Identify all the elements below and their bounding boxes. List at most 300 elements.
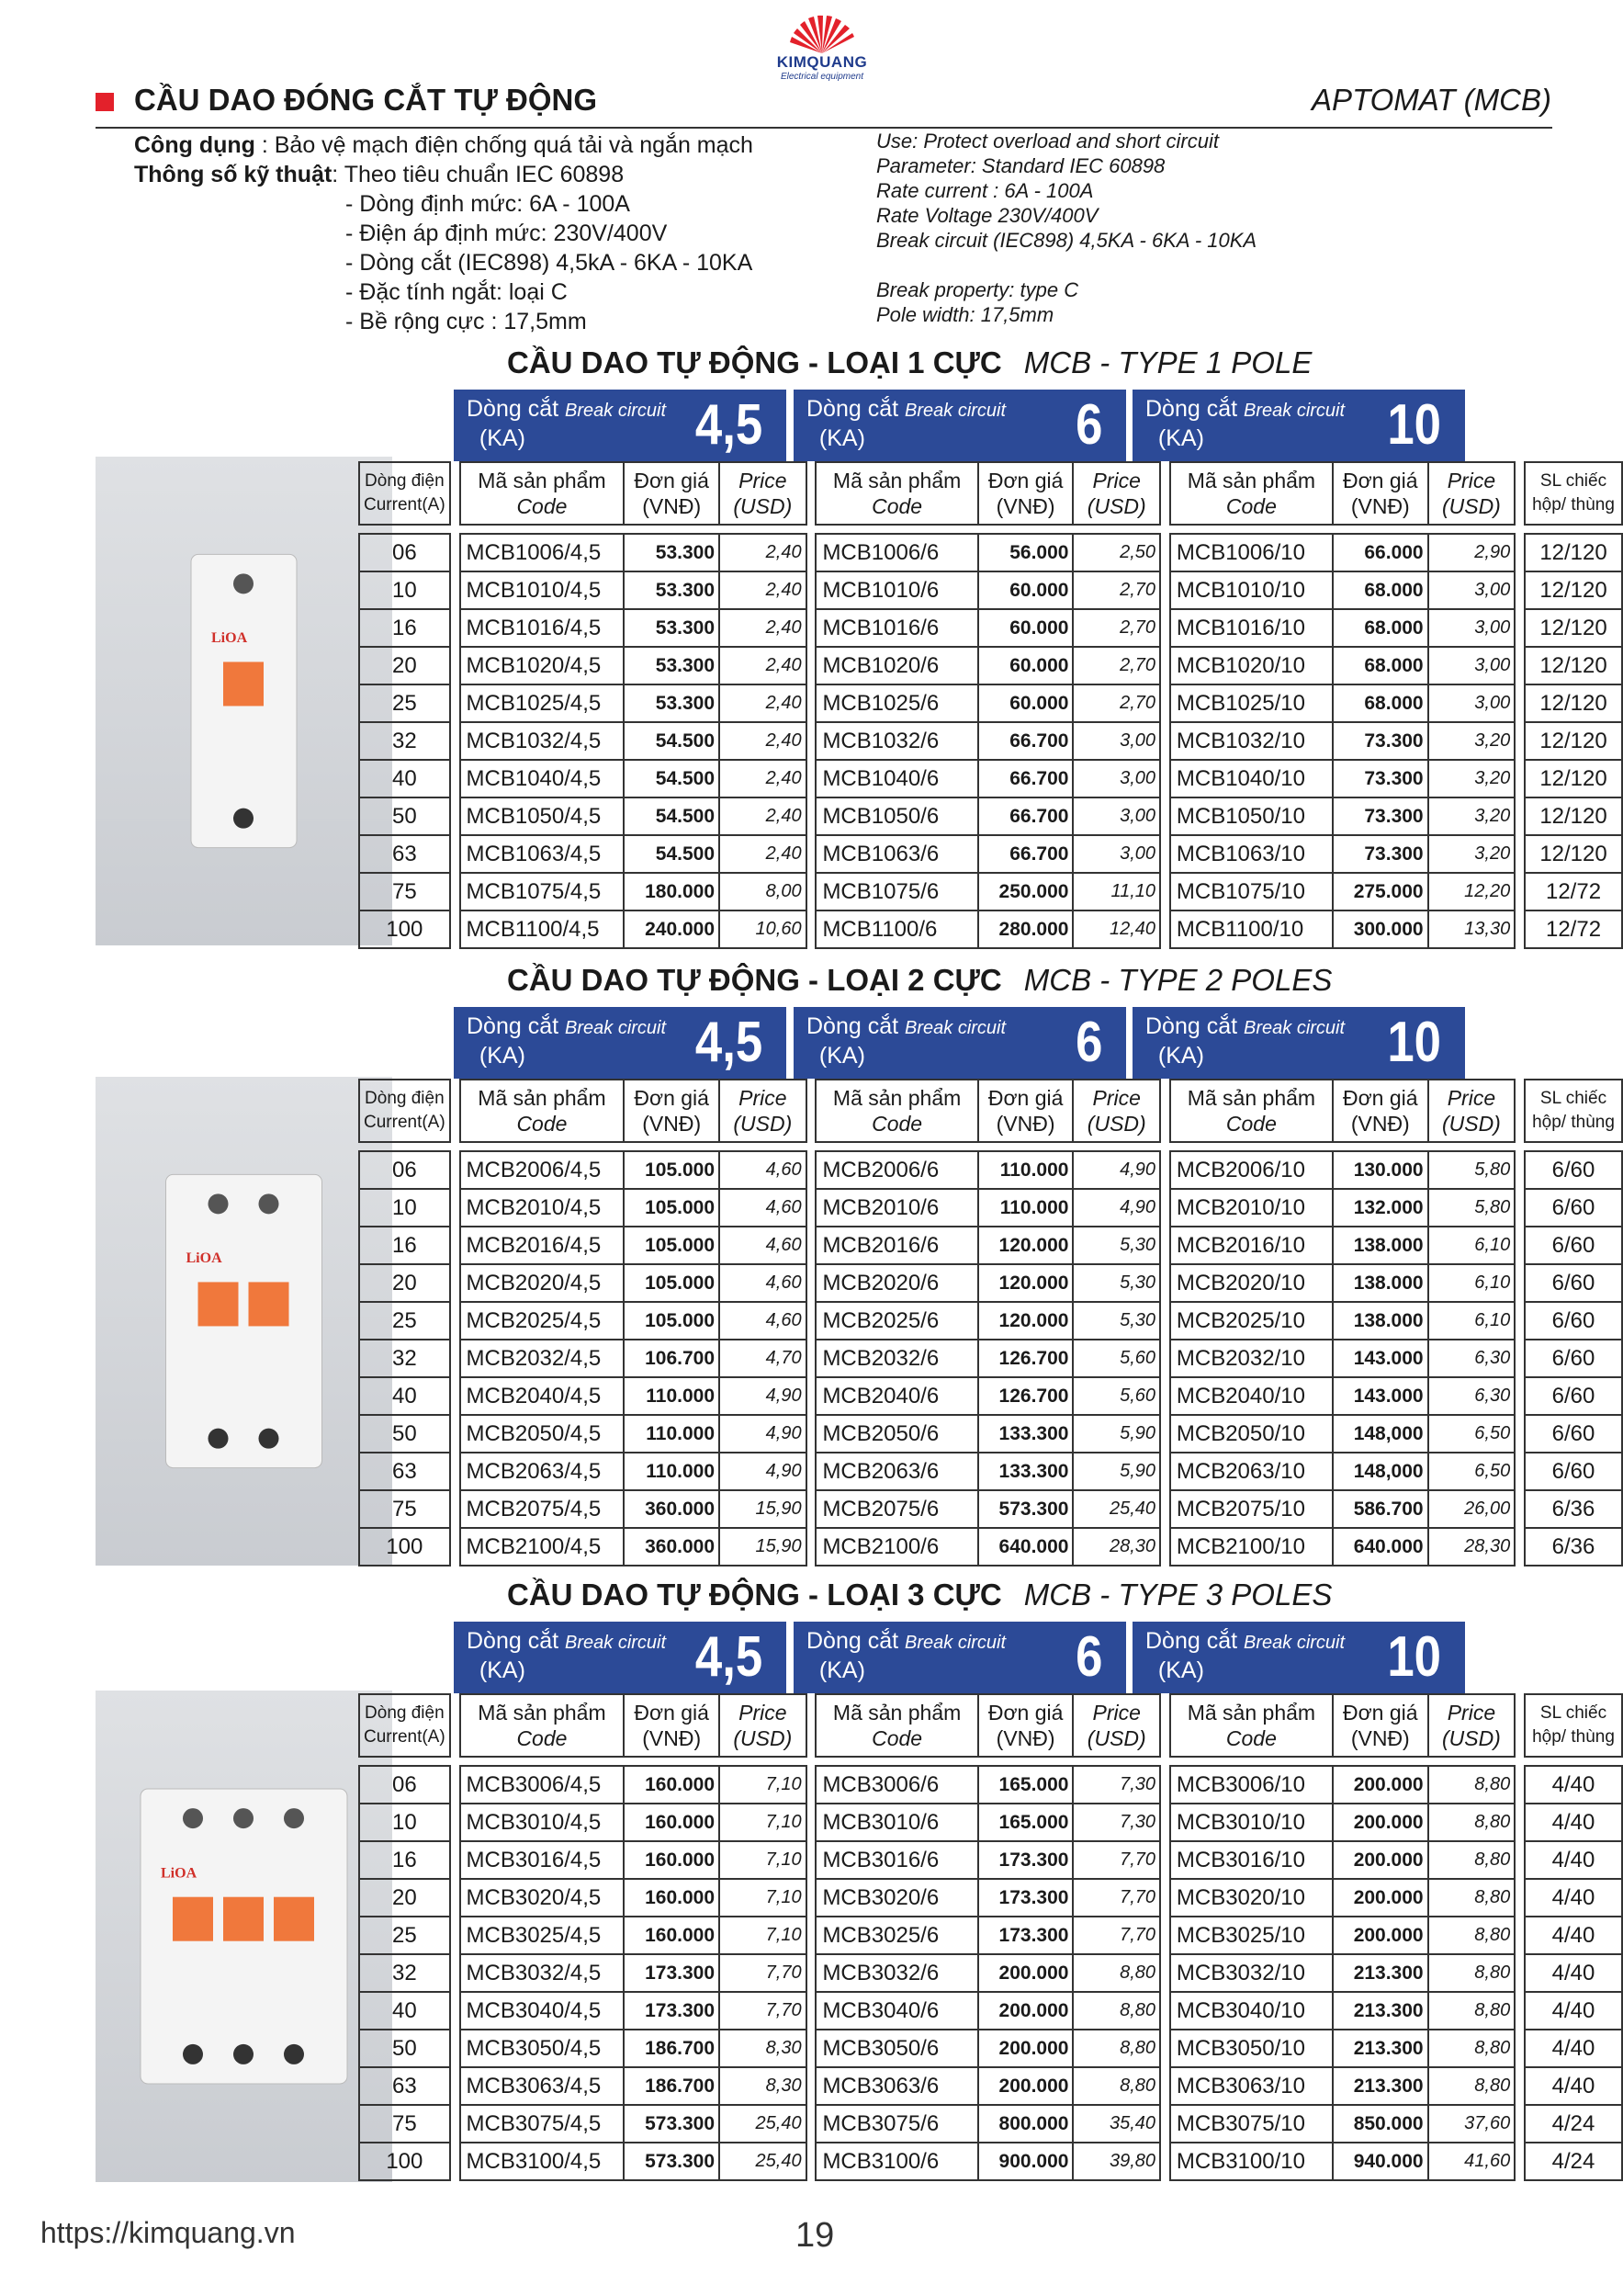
current-cell: 63 bbox=[359, 835, 450, 873]
price-usd-cell: 8,80 bbox=[1428, 1879, 1516, 1917]
break-label: Dòng cắt Break circuit (KA) bbox=[1145, 1013, 1346, 1069]
table-row bbox=[359, 1415, 1622, 1453]
code-cell: MCB3010/4,5 bbox=[460, 1804, 625, 1841]
price-usd-cell: 7,10 bbox=[719, 1841, 806, 1879]
spec-en-line: Rate Voltage 230V/400V bbox=[876, 204, 1099, 227]
code-cell: MCB2040/4,5 bbox=[460, 1377, 625, 1415]
price-usd-cell: 4,60 bbox=[719, 1302, 806, 1340]
price-usd-cell: 7,70 bbox=[719, 1954, 806, 1992]
table-row bbox=[359, 609, 1622, 647]
box-qty-cell: 12/120 bbox=[1525, 534, 1622, 571]
code-cell: MCB3025/6 bbox=[816, 1917, 977, 1954]
current-cell: 63 bbox=[359, 2067, 450, 2105]
price-vnd-cell: 66.700 bbox=[978, 835, 1074, 873]
break-value: 4,5 bbox=[694, 393, 762, 457]
code-cell: MCB3006/6 bbox=[816, 1766, 977, 1804]
code-cell: MCB1100/4,5 bbox=[460, 910, 625, 948]
price-usd-cell: 3,20 bbox=[1428, 722, 1516, 760]
price-vnd-cell: 900.000 bbox=[978, 2143, 1074, 2180]
price-usd-cell: 4,60 bbox=[719, 1151, 806, 1189]
price-vnd-cell: 53.300 bbox=[624, 609, 719, 647]
price-usd-cell: 5,90 bbox=[1073, 1415, 1160, 1453]
price-usd-cell: 2,40 bbox=[719, 797, 806, 835]
code-cell: MCB2025/4,5 bbox=[460, 1302, 625, 1340]
price-usd-cell: 12,40 bbox=[1073, 910, 1160, 948]
current-cell: 16 bbox=[359, 1841, 450, 1879]
price-usd-cell: 6,50 bbox=[1428, 1453, 1516, 1490]
price-vnd-cell: 160.000 bbox=[624, 1917, 719, 1954]
code-cell: MCB2032/6 bbox=[816, 1340, 977, 1377]
price-usd-cell: 8,00 bbox=[719, 873, 806, 910]
code-cell: MCB1063/10 bbox=[1170, 835, 1333, 873]
column-header: Mã sản phẩm Code bbox=[460, 462, 625, 525]
code-cell: MCB1020/4,5 bbox=[460, 647, 625, 684]
mcb-product-image bbox=[96, 457, 392, 945]
price-usd-cell: 25,40 bbox=[719, 2105, 806, 2143]
code-cell: MCB2006/10 bbox=[1170, 1151, 1333, 1189]
table-row bbox=[359, 1302, 1622, 1340]
price-vnd-cell: 73.300 bbox=[1333, 835, 1428, 873]
table-row bbox=[359, 835, 1622, 873]
code-cell: MCB3040/4,5 bbox=[460, 1992, 625, 2030]
price-usd-cell: 5,60 bbox=[1073, 1340, 1160, 1377]
break-label: Dòng cắt Break circuit (KA) bbox=[1145, 396, 1346, 451]
price-usd-cell: 28,30 bbox=[1428, 1528, 1516, 1566]
specs-en bbox=[876, 129, 1257, 327]
price-vnd-cell: 60.000 bbox=[978, 684, 1074, 722]
box-qty-cell: 12/72 bbox=[1525, 873, 1622, 910]
spec-en-line: Rate current : 6A - 100A bbox=[876, 179, 1094, 202]
table-row bbox=[359, 2067, 1622, 2105]
price-usd-cell: 26,00 bbox=[1428, 1490, 1516, 1528]
price-vnd-cell: 573.300 bbox=[978, 1490, 1074, 1528]
price-table bbox=[358, 1693, 1623, 2181]
price-vnd-cell: 360.000 bbox=[624, 1528, 719, 1566]
price-vnd-cell: 200.000 bbox=[1333, 1841, 1428, 1879]
price-usd-cell: 3,00 bbox=[1428, 647, 1516, 684]
price-usd-cell: 6,10 bbox=[1428, 1264, 1516, 1302]
break-label: Dòng cắt Break circuit (KA) bbox=[806, 1013, 1007, 1069]
code-cell: MCB2075/6 bbox=[816, 1490, 977, 1528]
price-usd-cell: 8,30 bbox=[719, 2030, 806, 2067]
box-qty-cell: 6/60 bbox=[1525, 1264, 1622, 1302]
column-header: Đơn giá (VNĐ) bbox=[978, 462, 1074, 525]
price-usd-cell: 2,40 bbox=[719, 647, 806, 684]
price-vnd-cell: 120.000 bbox=[978, 1227, 1074, 1264]
spec-item: - Dòng cắt (IEC898) 4,5kA - 6KA - 10KA bbox=[345, 250, 753, 276]
current-cell: 25 bbox=[359, 684, 450, 722]
table-row bbox=[359, 1954, 1622, 1992]
price-usd-cell: 3,20 bbox=[1428, 760, 1516, 797]
code-cell: MCB1032/6 bbox=[816, 722, 977, 760]
code-cell: MCB2032/4,5 bbox=[460, 1340, 625, 1377]
box-qty-cell: 4/40 bbox=[1525, 1879, 1622, 1917]
price-usd-cell: 5,80 bbox=[1428, 1189, 1516, 1227]
code-cell: MCB1075/4,5 bbox=[460, 873, 625, 910]
box-qty-cell: 12/120 bbox=[1525, 571, 1622, 609]
column-header: Mã sản phẩm Code bbox=[816, 1080, 977, 1142]
price-usd-cell: 7,10 bbox=[719, 1804, 806, 1841]
spec-en-line: Break circuit (IEC898) 4,5KA - 6KA - 10KA bbox=[876, 229, 1257, 252]
price-usd-cell: 4,60 bbox=[719, 1264, 806, 1302]
price-vnd-cell: 165.000 bbox=[978, 1766, 1074, 1804]
break-value: 4,5 bbox=[694, 1011, 762, 1074]
price-vnd-cell: 160.000 bbox=[624, 1804, 719, 1841]
box-qty-cell: 12/120 bbox=[1525, 760, 1622, 797]
break-value: 4,5 bbox=[694, 1625, 762, 1689]
price-vnd-cell: 68.000 bbox=[1333, 571, 1428, 609]
price-usd-cell: 5,90 bbox=[1073, 1453, 1160, 1490]
price-usd-cell: 2,40 bbox=[719, 534, 806, 571]
code-cell: MCB2025/10 bbox=[1170, 1302, 1333, 1340]
price-usd-cell: 2,90 bbox=[1428, 534, 1516, 571]
table-row bbox=[359, 2143, 1622, 2180]
column-header: Đơn giá (VNĐ) bbox=[1333, 1080, 1428, 1142]
box-qty-cell: 12/120 bbox=[1525, 722, 1622, 760]
code-cell: MCB2063/10 bbox=[1170, 1453, 1333, 1490]
code-cell: MCB1040/6 bbox=[816, 760, 977, 797]
section-title-vn: CẦU DAO TỰ ĐỘNG - LOẠI 2 CỰC bbox=[507, 963, 1002, 997]
code-cell: MCB3050/10 bbox=[1170, 2030, 1333, 2067]
price-usd-cell: 39,80 bbox=[1073, 2143, 1160, 2180]
price-usd-cell: 7,70 bbox=[1073, 1917, 1160, 1954]
box-qty-cell: 6/60 bbox=[1525, 1415, 1622, 1453]
break-circuit-band bbox=[1133, 1007, 1465, 1079]
price-usd-cell: 25,40 bbox=[719, 2143, 806, 2180]
price-vnd-cell: 54.500 bbox=[624, 797, 719, 835]
price-vnd-cell: 173.300 bbox=[624, 1992, 719, 2030]
price-vnd-cell: 250.000 bbox=[978, 873, 1074, 910]
price-vnd-cell: 200.000 bbox=[978, 1992, 1074, 2030]
code-cell: MCB1010/4,5 bbox=[460, 571, 625, 609]
box-qty-cell: 6/60 bbox=[1525, 1151, 1622, 1189]
box-qty-cell: 12/120 bbox=[1525, 647, 1622, 684]
break-value: 6 bbox=[1075, 393, 1102, 457]
column-header: SL chiếc hộp/ thùng bbox=[1525, 1080, 1622, 1142]
price-vnd-cell: 120.000 bbox=[978, 1302, 1074, 1340]
code-cell: MCB2020/10 bbox=[1170, 1264, 1333, 1302]
section-title bbox=[507, 345, 1312, 380]
current-cell: 40 bbox=[359, 1992, 450, 2030]
price-usd-cell: 8,80 bbox=[1428, 1954, 1516, 1992]
code-cell: MCB3010/10 bbox=[1170, 1804, 1333, 1841]
code-cell: MCB2016/4,5 bbox=[460, 1227, 625, 1264]
price-vnd-cell: 66.700 bbox=[978, 797, 1074, 835]
price-usd-cell: 2,70 bbox=[1073, 571, 1160, 609]
break-label: Dòng cắt Break circuit (KA) bbox=[467, 1013, 667, 1069]
code-cell: MCB3025/10 bbox=[1170, 1917, 1333, 1954]
box-qty-cell: 6/60 bbox=[1525, 1227, 1622, 1264]
price-usd-cell: 8,80 bbox=[1073, 1992, 1160, 2030]
price-vnd-cell: 60.000 bbox=[978, 609, 1074, 647]
price-vnd-cell: 66.700 bbox=[978, 722, 1074, 760]
footer-url[interactable]: https://kimquang.vn bbox=[40, 2216, 296, 2249]
price-usd-cell: 2,70 bbox=[1073, 609, 1160, 647]
spec-item: - Điện áp định mức: 230V/400V bbox=[345, 221, 668, 246]
code-cell: MCB3063/4,5 bbox=[460, 2067, 625, 2105]
code-cell: MCB1040/4,5 bbox=[460, 760, 625, 797]
price-vnd-cell: 105.000 bbox=[624, 1227, 719, 1264]
spec-en-line: Use: Protect overload and short circuit bbox=[876, 130, 1219, 153]
code-cell: MCB2100/4,5 bbox=[460, 1528, 625, 1566]
box-qty-cell: 4/40 bbox=[1525, 1804, 1622, 1841]
column-header: Dòng điện Current(A) bbox=[359, 1080, 450, 1142]
price-usd-cell: 8,80 bbox=[1073, 1954, 1160, 1992]
code-cell: MCB3020/10 bbox=[1170, 1879, 1333, 1917]
current-cell: 10 bbox=[359, 1189, 450, 1227]
box-qty-cell: 6/36 bbox=[1525, 1490, 1622, 1528]
table-row bbox=[359, 1490, 1622, 1528]
column-header: Đơn giá (VNĐ) bbox=[978, 1694, 1074, 1757]
price-usd-cell: 4,90 bbox=[719, 1377, 806, 1415]
spec-item: - Đặc tính ngắt: loại C bbox=[345, 279, 568, 305]
column-header: Đơn giá (VNĐ) bbox=[978, 1080, 1074, 1142]
price-vnd-cell: 56.000 bbox=[978, 534, 1074, 571]
price-vnd-cell: 940.000 bbox=[1333, 2143, 1428, 2180]
break-label: Dòng cắt Break circuit (KA) bbox=[467, 396, 667, 451]
code-cell: MCB2032/10 bbox=[1170, 1340, 1333, 1377]
code-cell: MCB2025/6 bbox=[816, 1302, 977, 1340]
price-usd-cell: 3,00 bbox=[1073, 797, 1160, 835]
column-header: Dòng điện Current(A) bbox=[359, 1694, 450, 1757]
price-vnd-cell: 138.000 bbox=[1333, 1227, 1428, 1264]
price-vnd-cell: 173.300 bbox=[978, 1917, 1074, 1954]
svg-text:LiOA: LiOA bbox=[186, 1250, 222, 1267]
code-cell: MCB2010/4,5 bbox=[460, 1189, 625, 1227]
price-usd-cell: 37,60 bbox=[1428, 2105, 1516, 2143]
current-cell: 32 bbox=[359, 1340, 450, 1377]
price-usd-cell: 4,60 bbox=[719, 1189, 806, 1227]
price-vnd-cell: 105.000 bbox=[624, 1264, 719, 1302]
price-vnd-cell: 53.300 bbox=[624, 534, 719, 571]
column-header: Mã sản phẩm Code bbox=[460, 1080, 625, 1142]
price-vnd-cell: 66.000 bbox=[1333, 534, 1428, 571]
price-vnd-cell: 160.000 bbox=[624, 1841, 719, 1879]
code-cell: MCB2040/10 bbox=[1170, 1377, 1333, 1415]
box-qty-cell: 4/40 bbox=[1525, 2067, 1622, 2105]
price-vnd-cell: 160.000 bbox=[624, 1879, 719, 1917]
price-vnd-cell: 200.000 bbox=[978, 1954, 1074, 1992]
code-cell: MCB2040/6 bbox=[816, 1377, 977, 1415]
code-cell: MCB2050/6 bbox=[816, 1415, 977, 1453]
break-label: Dòng cắt Break circuit (KA) bbox=[806, 396, 1007, 451]
code-cell: MCB2100/10 bbox=[1170, 1528, 1333, 1566]
price-vnd-cell: 200.000 bbox=[978, 2067, 1074, 2105]
box-qty-cell: 12/120 bbox=[1525, 609, 1622, 647]
code-cell: MCB1020/6 bbox=[816, 647, 977, 684]
table-row bbox=[359, 534, 1622, 571]
price-vnd-cell: 280.000 bbox=[978, 910, 1074, 948]
price-usd-cell: 41,60 bbox=[1428, 2143, 1516, 2180]
code-cell: MCB1025/10 bbox=[1170, 684, 1333, 722]
table-row bbox=[359, 647, 1622, 684]
table-row bbox=[359, 1151, 1622, 1189]
price-usd-cell: 5,30 bbox=[1073, 1302, 1160, 1340]
code-cell: MCB1075/10 bbox=[1170, 873, 1333, 910]
price-usd-cell: 2,40 bbox=[719, 684, 806, 722]
price-vnd-cell: 213.300 bbox=[1333, 2030, 1428, 2067]
price-usd-cell: 4,70 bbox=[719, 1340, 806, 1377]
current-cell: 32 bbox=[359, 722, 450, 760]
price-vnd-cell: 68.000 bbox=[1333, 647, 1428, 684]
code-cell: MCB1010/10 bbox=[1170, 571, 1333, 609]
title-divider bbox=[96, 127, 1552, 129]
spec-param: Thông số kỹ thuật: Theo tiêu chuẩn IEC 60898 bbox=[134, 162, 625, 187]
box-qty-cell: 12/120 bbox=[1525, 835, 1622, 873]
current-cell: 75 bbox=[359, 873, 450, 910]
code-cell: MCB2006/6 bbox=[816, 1151, 977, 1189]
current-cell: 25 bbox=[359, 1917, 450, 1954]
price-vnd-cell: 213.300 bbox=[1333, 1954, 1428, 1992]
box-qty-cell: 6/60 bbox=[1525, 1189, 1622, 1227]
price-vnd-cell: 106.700 bbox=[624, 1340, 719, 1377]
current-cell: 06 bbox=[359, 1151, 450, 1189]
code-cell: MCB3075/4,5 bbox=[460, 2105, 625, 2143]
code-cell: MCB2100/6 bbox=[816, 1528, 977, 1566]
price-vnd-cell: 53.300 bbox=[624, 571, 719, 609]
price-usd-cell: 5,80 bbox=[1428, 1151, 1516, 1189]
column-header: Price (USD) bbox=[719, 1694, 806, 1757]
box-qty-cell: 4/24 bbox=[1525, 2143, 1622, 2180]
break-value: 10 bbox=[1387, 1625, 1441, 1689]
current-cell: 10 bbox=[359, 1804, 450, 1841]
box-qty-cell: 4/24 bbox=[1525, 2105, 1622, 2143]
break-circuit-band bbox=[1133, 390, 1465, 461]
code-cell: MCB3006/4,5 bbox=[460, 1766, 625, 1804]
price-vnd-cell: 73.300 bbox=[1333, 797, 1428, 835]
price-vnd-cell: 275.000 bbox=[1333, 873, 1428, 910]
column-header: Đơn giá (VNĐ) bbox=[624, 1694, 719, 1757]
spec-item: - Dòng định mức: 6A - 100A bbox=[345, 191, 630, 217]
table-row bbox=[359, 1227, 1622, 1264]
table-header-row bbox=[359, 1080, 1622, 1142]
column-header: Price (USD) bbox=[1428, 462, 1516, 525]
price-usd-cell: 3,00 bbox=[1073, 835, 1160, 873]
current-cell: 40 bbox=[359, 1377, 450, 1415]
column-header: Mã sản phẩm Code bbox=[1170, 462, 1333, 525]
spec-en-line: Pole width: 17,5mm bbox=[876, 303, 1054, 326]
svg-text:LiOA: LiOA bbox=[211, 630, 248, 647]
box-qty-cell: 4/40 bbox=[1525, 1954, 1622, 1992]
mcb-product-image bbox=[96, 1691, 392, 2182]
code-cell: MCB3006/10 bbox=[1170, 1766, 1333, 1804]
current-cell: 50 bbox=[359, 1415, 450, 1453]
current-cell: 40 bbox=[359, 760, 450, 797]
code-cell: MCB3050/6 bbox=[816, 2030, 977, 2067]
price-vnd-cell: 143.000 bbox=[1333, 1377, 1428, 1415]
code-cell: MCB3010/6 bbox=[816, 1804, 977, 1841]
price-vnd-cell: 54.500 bbox=[624, 835, 719, 873]
section-title bbox=[507, 963, 1332, 998]
current-cell: 75 bbox=[359, 2105, 450, 2143]
current-cell: 100 bbox=[359, 2143, 450, 2180]
column-header: Đơn giá (VNĐ) bbox=[1333, 462, 1428, 525]
section-title-en: MCB - TYPE 2 POLES bbox=[1023, 963, 1333, 997]
box-qty-cell: 6/60 bbox=[1525, 1340, 1622, 1377]
price-table bbox=[358, 1079, 1623, 1566]
price-vnd-cell: 110.000 bbox=[624, 1377, 719, 1415]
price-usd-cell: 8,80 bbox=[1428, 1804, 1516, 1841]
current-cell: 50 bbox=[359, 2030, 450, 2067]
table-row bbox=[359, 1340, 1622, 1377]
code-cell: MCB3040/10 bbox=[1170, 1992, 1333, 2030]
price-vnd-cell: 110.000 bbox=[978, 1189, 1074, 1227]
price-table bbox=[358, 461, 1623, 949]
price-usd-cell: 5,60 bbox=[1073, 1377, 1160, 1415]
price-usd-cell: 8,30 bbox=[719, 2067, 806, 2105]
price-usd-cell: 2,40 bbox=[719, 760, 806, 797]
price-usd-cell: 2,40 bbox=[719, 571, 806, 609]
column-header: Price (USD) bbox=[719, 1080, 806, 1142]
current-cell: 25 bbox=[359, 1302, 450, 1340]
column-header: SL chiếc hộp/ thùng bbox=[1525, 1694, 1622, 1757]
price-vnd-cell: 160.000 bbox=[624, 1766, 719, 1804]
page-title-en: APTOMAT (MCB) bbox=[1312, 83, 1551, 117]
box-qty-cell: 12/120 bbox=[1525, 684, 1622, 722]
price-vnd-cell: 105.000 bbox=[624, 1302, 719, 1340]
code-cell: MCB2020/6 bbox=[816, 1264, 977, 1302]
code-cell: MCB1025/6 bbox=[816, 684, 977, 722]
price-vnd-cell: 105.000 bbox=[624, 1151, 719, 1189]
price-vnd-cell: 110.000 bbox=[978, 1151, 1074, 1189]
price-usd-cell: 4,60 bbox=[719, 1227, 806, 1264]
code-cell: MCB3016/10 bbox=[1170, 1841, 1333, 1879]
code-cell: MCB1016/6 bbox=[816, 609, 977, 647]
code-cell: MCB1075/6 bbox=[816, 873, 977, 910]
code-cell: MCB1006/6 bbox=[816, 534, 977, 571]
column-header: Price (USD) bbox=[1428, 1080, 1516, 1142]
break-value: 6 bbox=[1075, 1625, 1102, 1689]
price-usd-cell: 3,00 bbox=[1073, 722, 1160, 760]
table-row bbox=[359, 1879, 1622, 1917]
code-cell: MCB1032/4,5 bbox=[460, 722, 625, 760]
page-title: CẦU DAO ĐÓNG CẮT TỰ ĐỘNG bbox=[134, 83, 598, 117]
code-cell: MCB1063/6 bbox=[816, 835, 977, 873]
price-vnd-cell: 200.000 bbox=[1333, 1917, 1428, 1954]
box-qty-cell: 4/40 bbox=[1525, 1766, 1622, 1804]
price-usd-cell: 2,40 bbox=[719, 835, 806, 873]
price-vnd-cell: 53.300 bbox=[624, 684, 719, 722]
code-cell: MCB1006/4,5 bbox=[460, 534, 625, 571]
spec-use: Công dụng : Bảo vệ mạch điện chống quá tải và ngắn mạch bbox=[134, 132, 753, 158]
spec-en-line: Break property: type C bbox=[876, 278, 1079, 301]
break-value: 10 bbox=[1387, 1011, 1441, 1074]
table-row bbox=[359, 1841, 1622, 1879]
column-header: Price (USD) bbox=[719, 462, 806, 525]
current-cell: 10 bbox=[359, 571, 450, 609]
table-row bbox=[359, 1917, 1622, 1954]
price-vnd-cell: 240.000 bbox=[624, 910, 719, 948]
price-vnd-cell: 132.000 bbox=[1333, 1189, 1428, 1227]
current-cell: 32 bbox=[359, 1954, 450, 1992]
price-usd-cell: 12,20 bbox=[1428, 873, 1516, 910]
spec-en-line: Parameter: Standard IEC 60898 bbox=[876, 154, 1166, 177]
price-usd-cell: 7,70 bbox=[1073, 1879, 1160, 1917]
table-row bbox=[359, 873, 1622, 910]
code-cell: MCB3100/10 bbox=[1170, 2143, 1333, 2180]
current-cell: 50 bbox=[359, 797, 450, 835]
break-circuit-band bbox=[794, 1622, 1126, 1693]
price-vnd-cell: 126.700 bbox=[978, 1340, 1074, 1377]
code-cell: MCB2050/4,5 bbox=[460, 1415, 625, 1453]
price-usd-cell: 15,90 bbox=[719, 1490, 806, 1528]
price-usd-cell: 7,10 bbox=[719, 1879, 806, 1917]
box-qty-cell: 4/40 bbox=[1525, 1917, 1622, 1954]
price-usd-cell: 3,20 bbox=[1428, 835, 1516, 873]
box-qty-cell: 6/60 bbox=[1525, 1377, 1622, 1415]
box-qty-cell: 4/40 bbox=[1525, 1992, 1622, 2030]
code-cell: MCB1100/6 bbox=[816, 910, 977, 948]
